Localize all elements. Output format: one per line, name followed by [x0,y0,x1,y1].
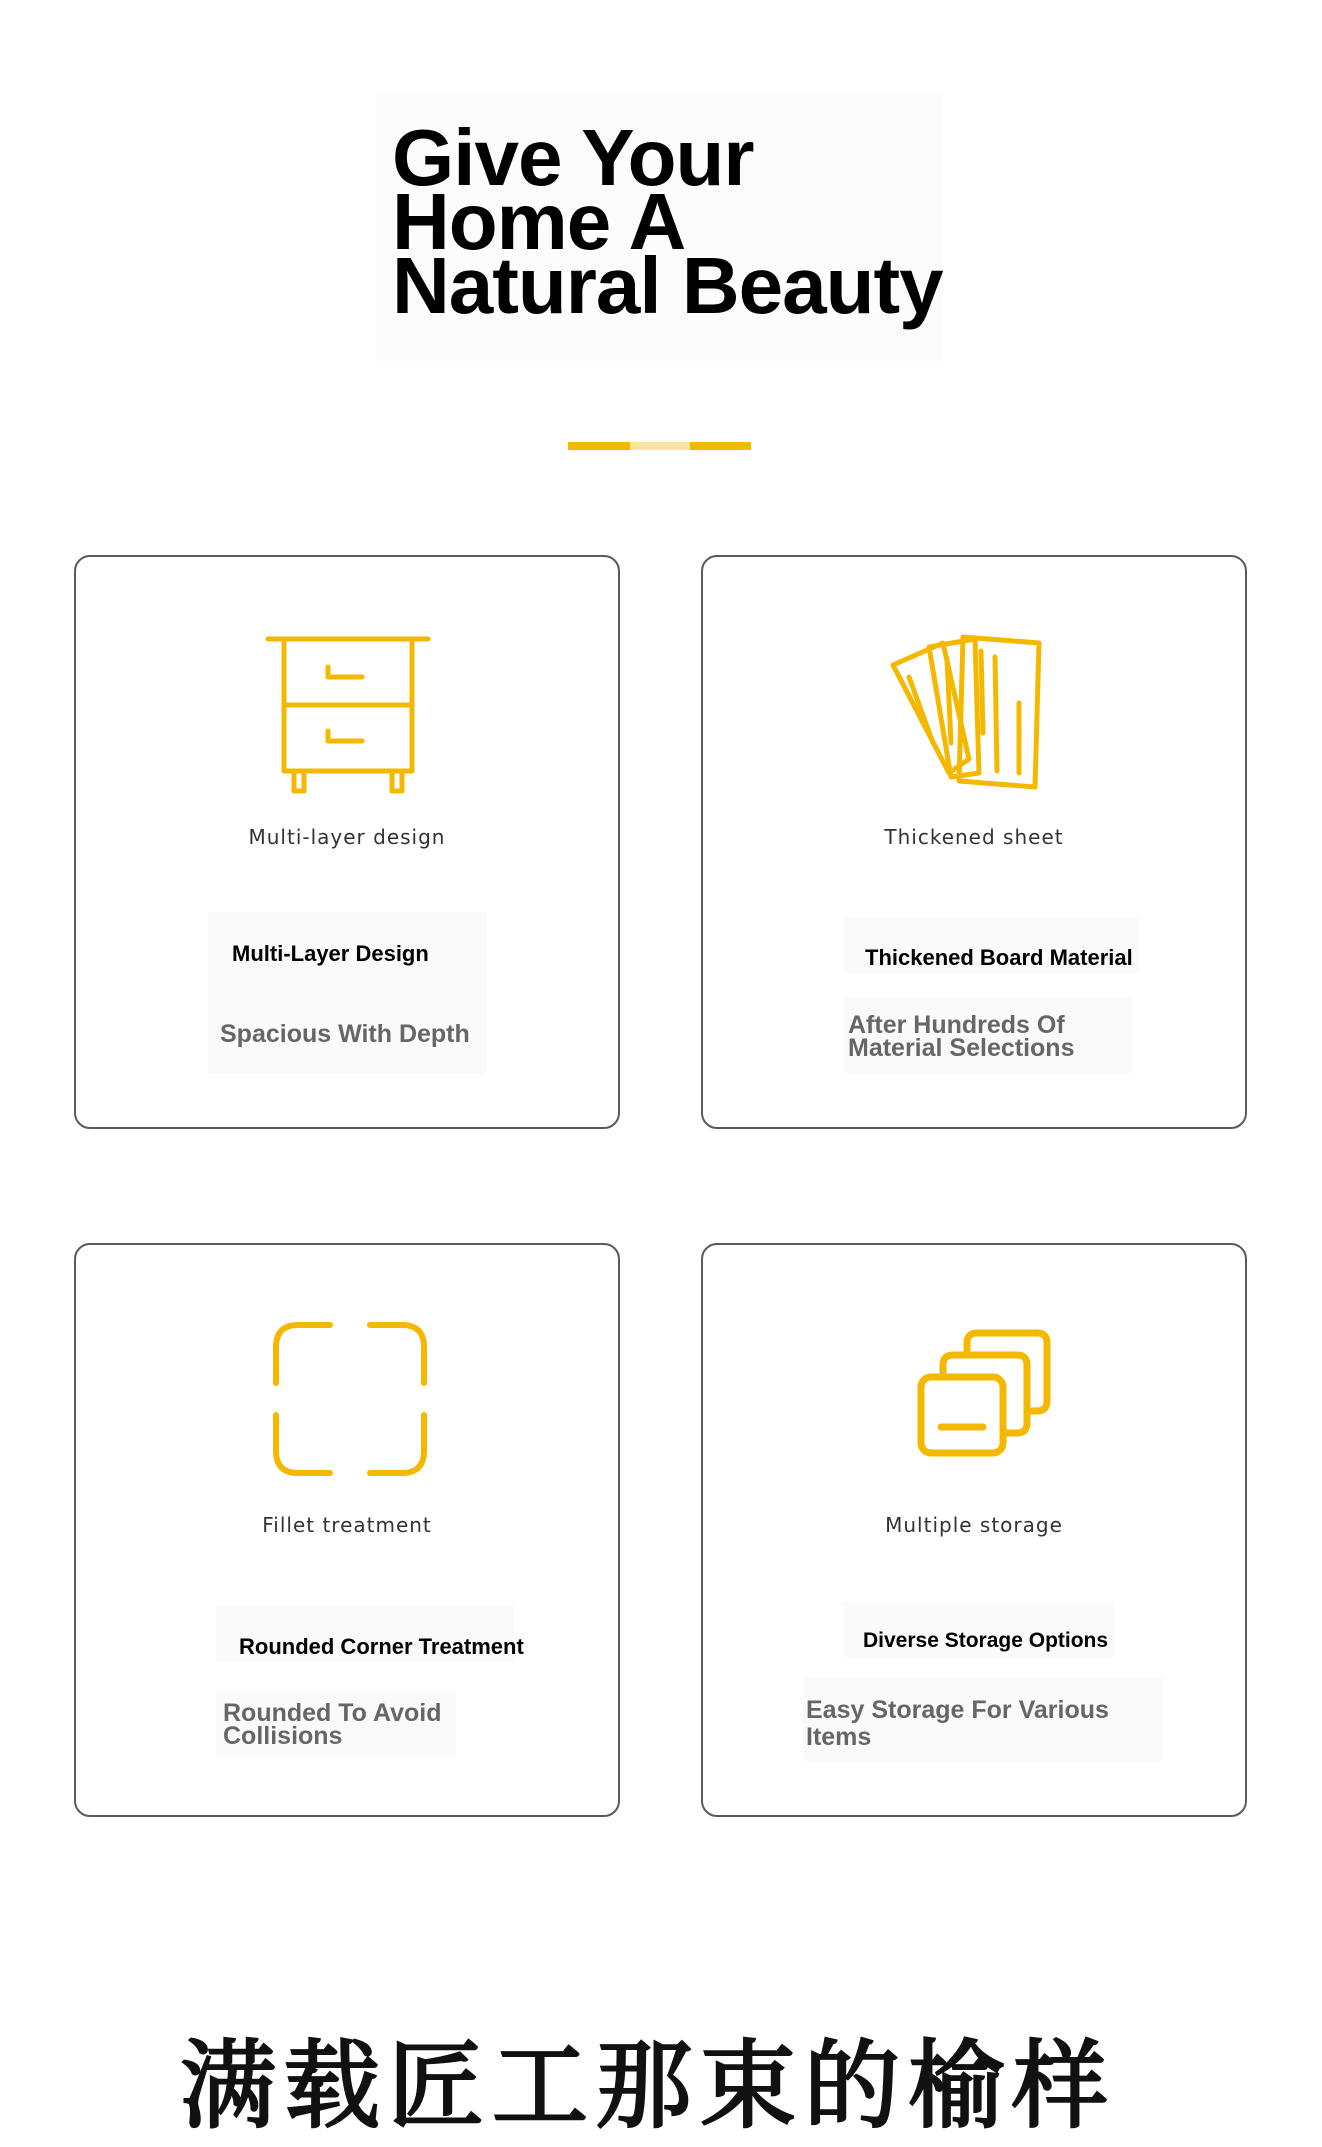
feature-caption: Fillet treatment [262,1513,432,1537]
feature-subtitle: Rounded To Avoid Collisions [223,1699,442,1750]
feature-title: Thickened Board Material [865,945,1133,970]
feature-title: Multi-Layer Design [232,941,429,966]
title-line-3: Natural Beauty [392,241,943,330]
title-line-1: Give Your [392,113,754,202]
feature-card-fillet [74,1243,620,1817]
feature-card-thickened [701,555,1247,1129]
feature-title: Diverse Storage Options [863,1629,1109,1652]
feature-subtitle: Easy Storage For Various Items [806,1696,1109,1751]
feature-subtitle: After Hundreds Of Material Selections [848,1011,1075,1062]
feature-card-storage [701,1243,1247,1817]
title-line-2: Home A [392,177,686,266]
section-heading-cjk: 满载匠工那束的榆样 [180,2030,1116,2142]
feature-subtitle: Spacious With Depth [220,1020,470,1048]
feature-caption: Multi-layer design [248,825,446,849]
wood-boards-icon [889,633,1061,793]
accent-segment-left [568,442,630,450]
feature-card-multi-layer [74,555,620,1129]
accent-segment-middle [630,442,690,450]
rounded-corners-icon [272,1321,428,1477]
nightstand-icon [264,633,432,799]
feature-caption: Multiple storage [885,1513,1063,1537]
feature-caption: Thickened sheet [884,825,1064,849]
feature-text-panel [208,912,486,1074]
feature-title: Rounded Corner Treatment [239,1634,524,1659]
accent-segment-right [690,442,751,450]
page-title [392,113,943,330]
stacked-storage-icon [913,1329,1053,1465]
